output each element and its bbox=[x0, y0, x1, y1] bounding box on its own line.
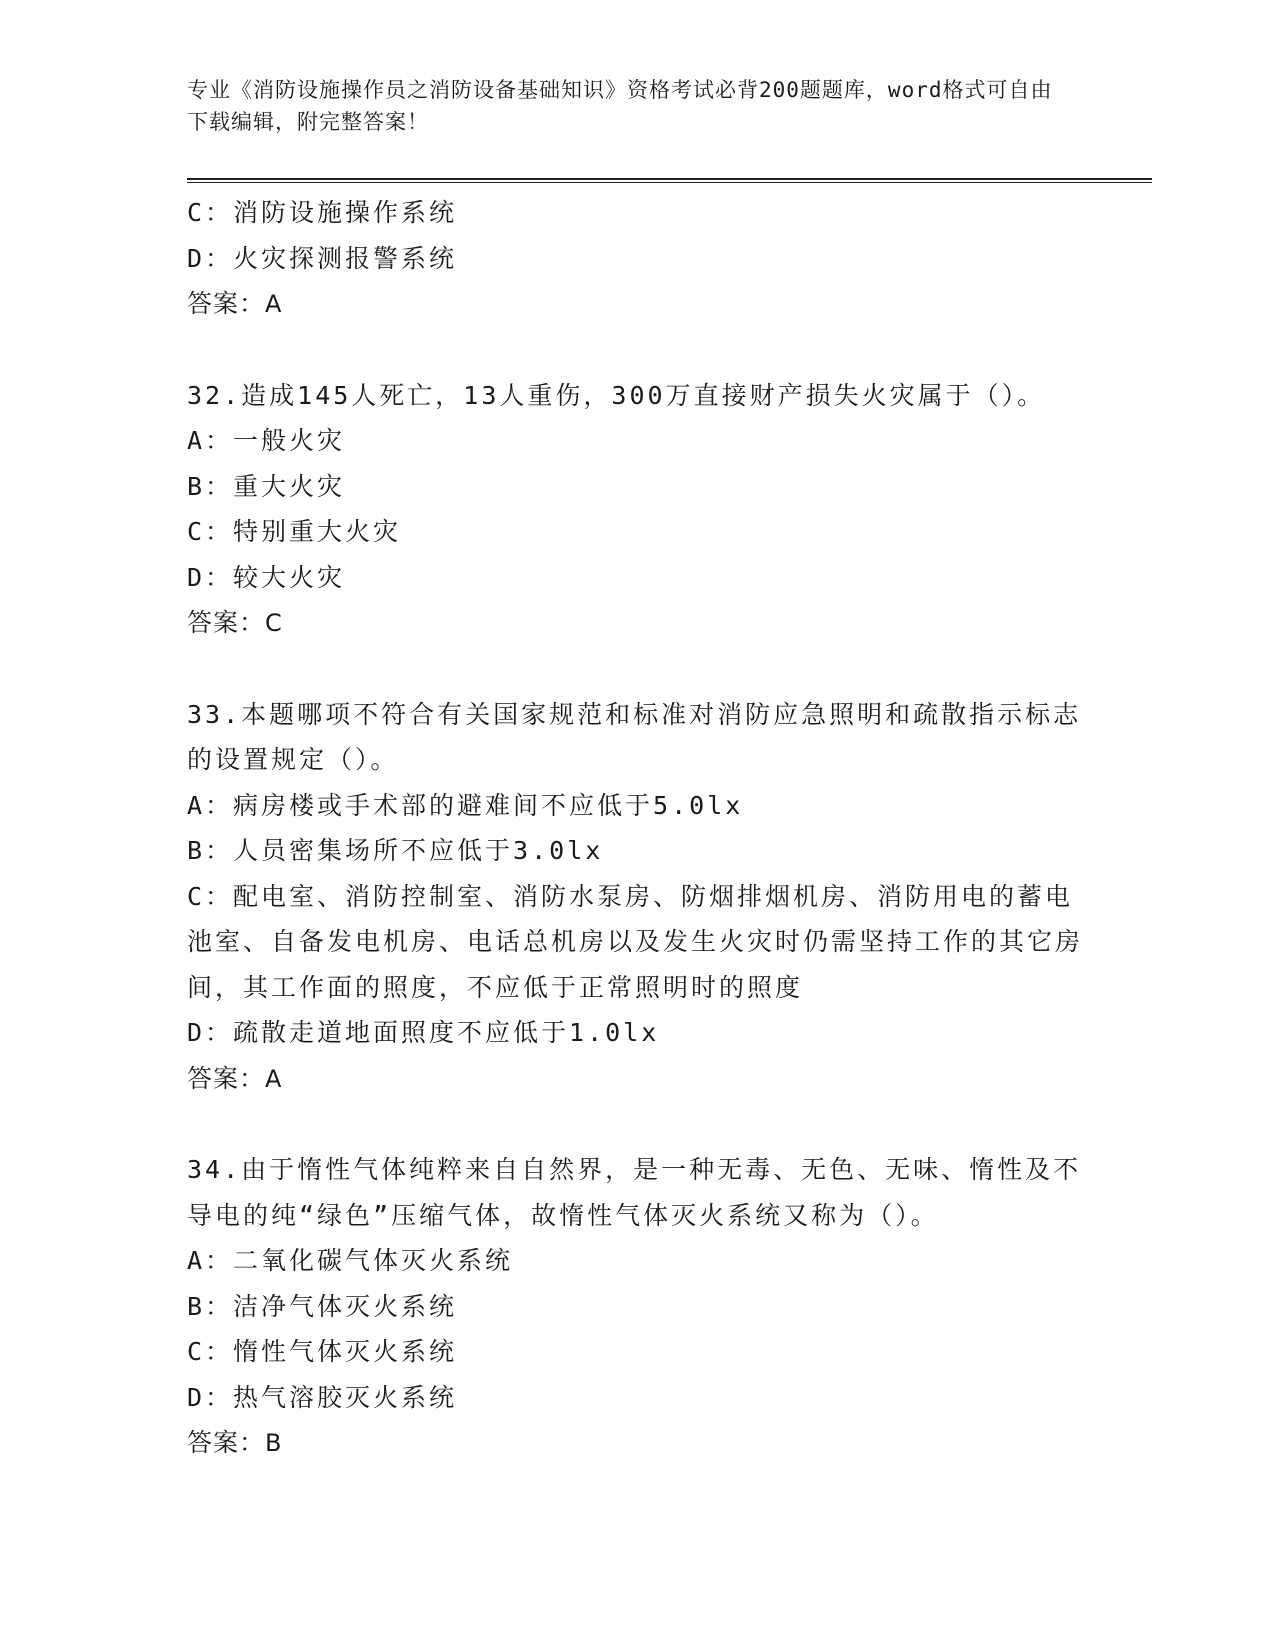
option-b: B：重大火灾 bbox=[187, 471, 346, 501]
question-stem: 33.本题哪项不符合有关国家规范和标准对消防应急照明和疏散指示标志的设置规定（）。 bbox=[187, 699, 1082, 774]
question-list bbox=[187, 190, 1087, 1512]
option-b: B：人员密集场所不应低于3.0lx bbox=[187, 836, 604, 865]
option-b: B：洁净气体灭火系统 bbox=[187, 1291, 458, 1321]
answer-line bbox=[187, 1420, 1087, 1467]
question-31-partial bbox=[187, 190, 1087, 328]
answer-line bbox=[187, 600, 1087, 647]
answer-label: 答案： bbox=[187, 608, 266, 637]
answer-line bbox=[187, 1056, 1087, 1103]
answer-value: C bbox=[265, 609, 283, 637]
option-c: C：特别重大火灾 bbox=[187, 517, 402, 546]
option-c: C：惰性气体灭火系统 bbox=[187, 1337, 458, 1366]
option-a: A：病房楼或手术部的避难间不应低于5.0lx bbox=[187, 790, 744, 820]
answer-value: B bbox=[265, 1429, 283, 1457]
option-d: D：热气溶胶灭火系统 bbox=[187, 1382, 458, 1412]
question-33 bbox=[187, 692, 1087, 1103]
option-c: C：消防设施操作系统 bbox=[187, 198, 458, 227]
question-stem: 32.造成145人死亡，13人重伤，300万直接财产损失火灾属于（）。 bbox=[187, 380, 1046, 410]
answer-label: 答案： bbox=[187, 1428, 266, 1457]
answer-label: 答案： bbox=[187, 289, 266, 318]
option-a: A：一般火灾 bbox=[187, 426, 346, 455]
answer-value: A bbox=[265, 1064, 283, 1093]
answer-value: A bbox=[265, 290, 283, 318]
question-34 bbox=[187, 1147, 1087, 1467]
answer-label: 答案： bbox=[187, 1063, 266, 1093]
question-32 bbox=[187, 373, 1087, 647]
option-d: D：较大火灾 bbox=[187, 562, 346, 592]
document-header: 专业《消防设施操作员之消防设备基础知识》资格考试必背200题题库，word格式可自由下载编辑，附完整答案！ bbox=[187, 78, 1053, 134]
answer-line bbox=[187, 281, 1087, 328]
header-divider bbox=[187, 178, 1152, 183]
option-c: C：配电室、消防控制室、消防水泵房、防烟排烟机房、消防用电的蓄电池室、自备发电机房、电话总机房以及发生火灾时仍需坚持工作的其它房间，其工作面的照度，不应低于正常照明时的照度 bbox=[187, 881, 1084, 1002]
option-d: D：疏散走道地面照度不应低于1.0lx bbox=[187, 1018, 660, 1047]
option-a: A：二氧化碳气体灭火系统 bbox=[187, 1246, 514, 1275]
option-d: D：火灾探测报警系统 bbox=[187, 243, 458, 273]
question-stem: 34.由于惰性气体纯粹来自自然界，是一种无毒、无色、无味、惰性及不导电的纯“绿色”压缩气体，故惰性气体灭火系统又称为（）。 bbox=[187, 1155, 1082, 1230]
